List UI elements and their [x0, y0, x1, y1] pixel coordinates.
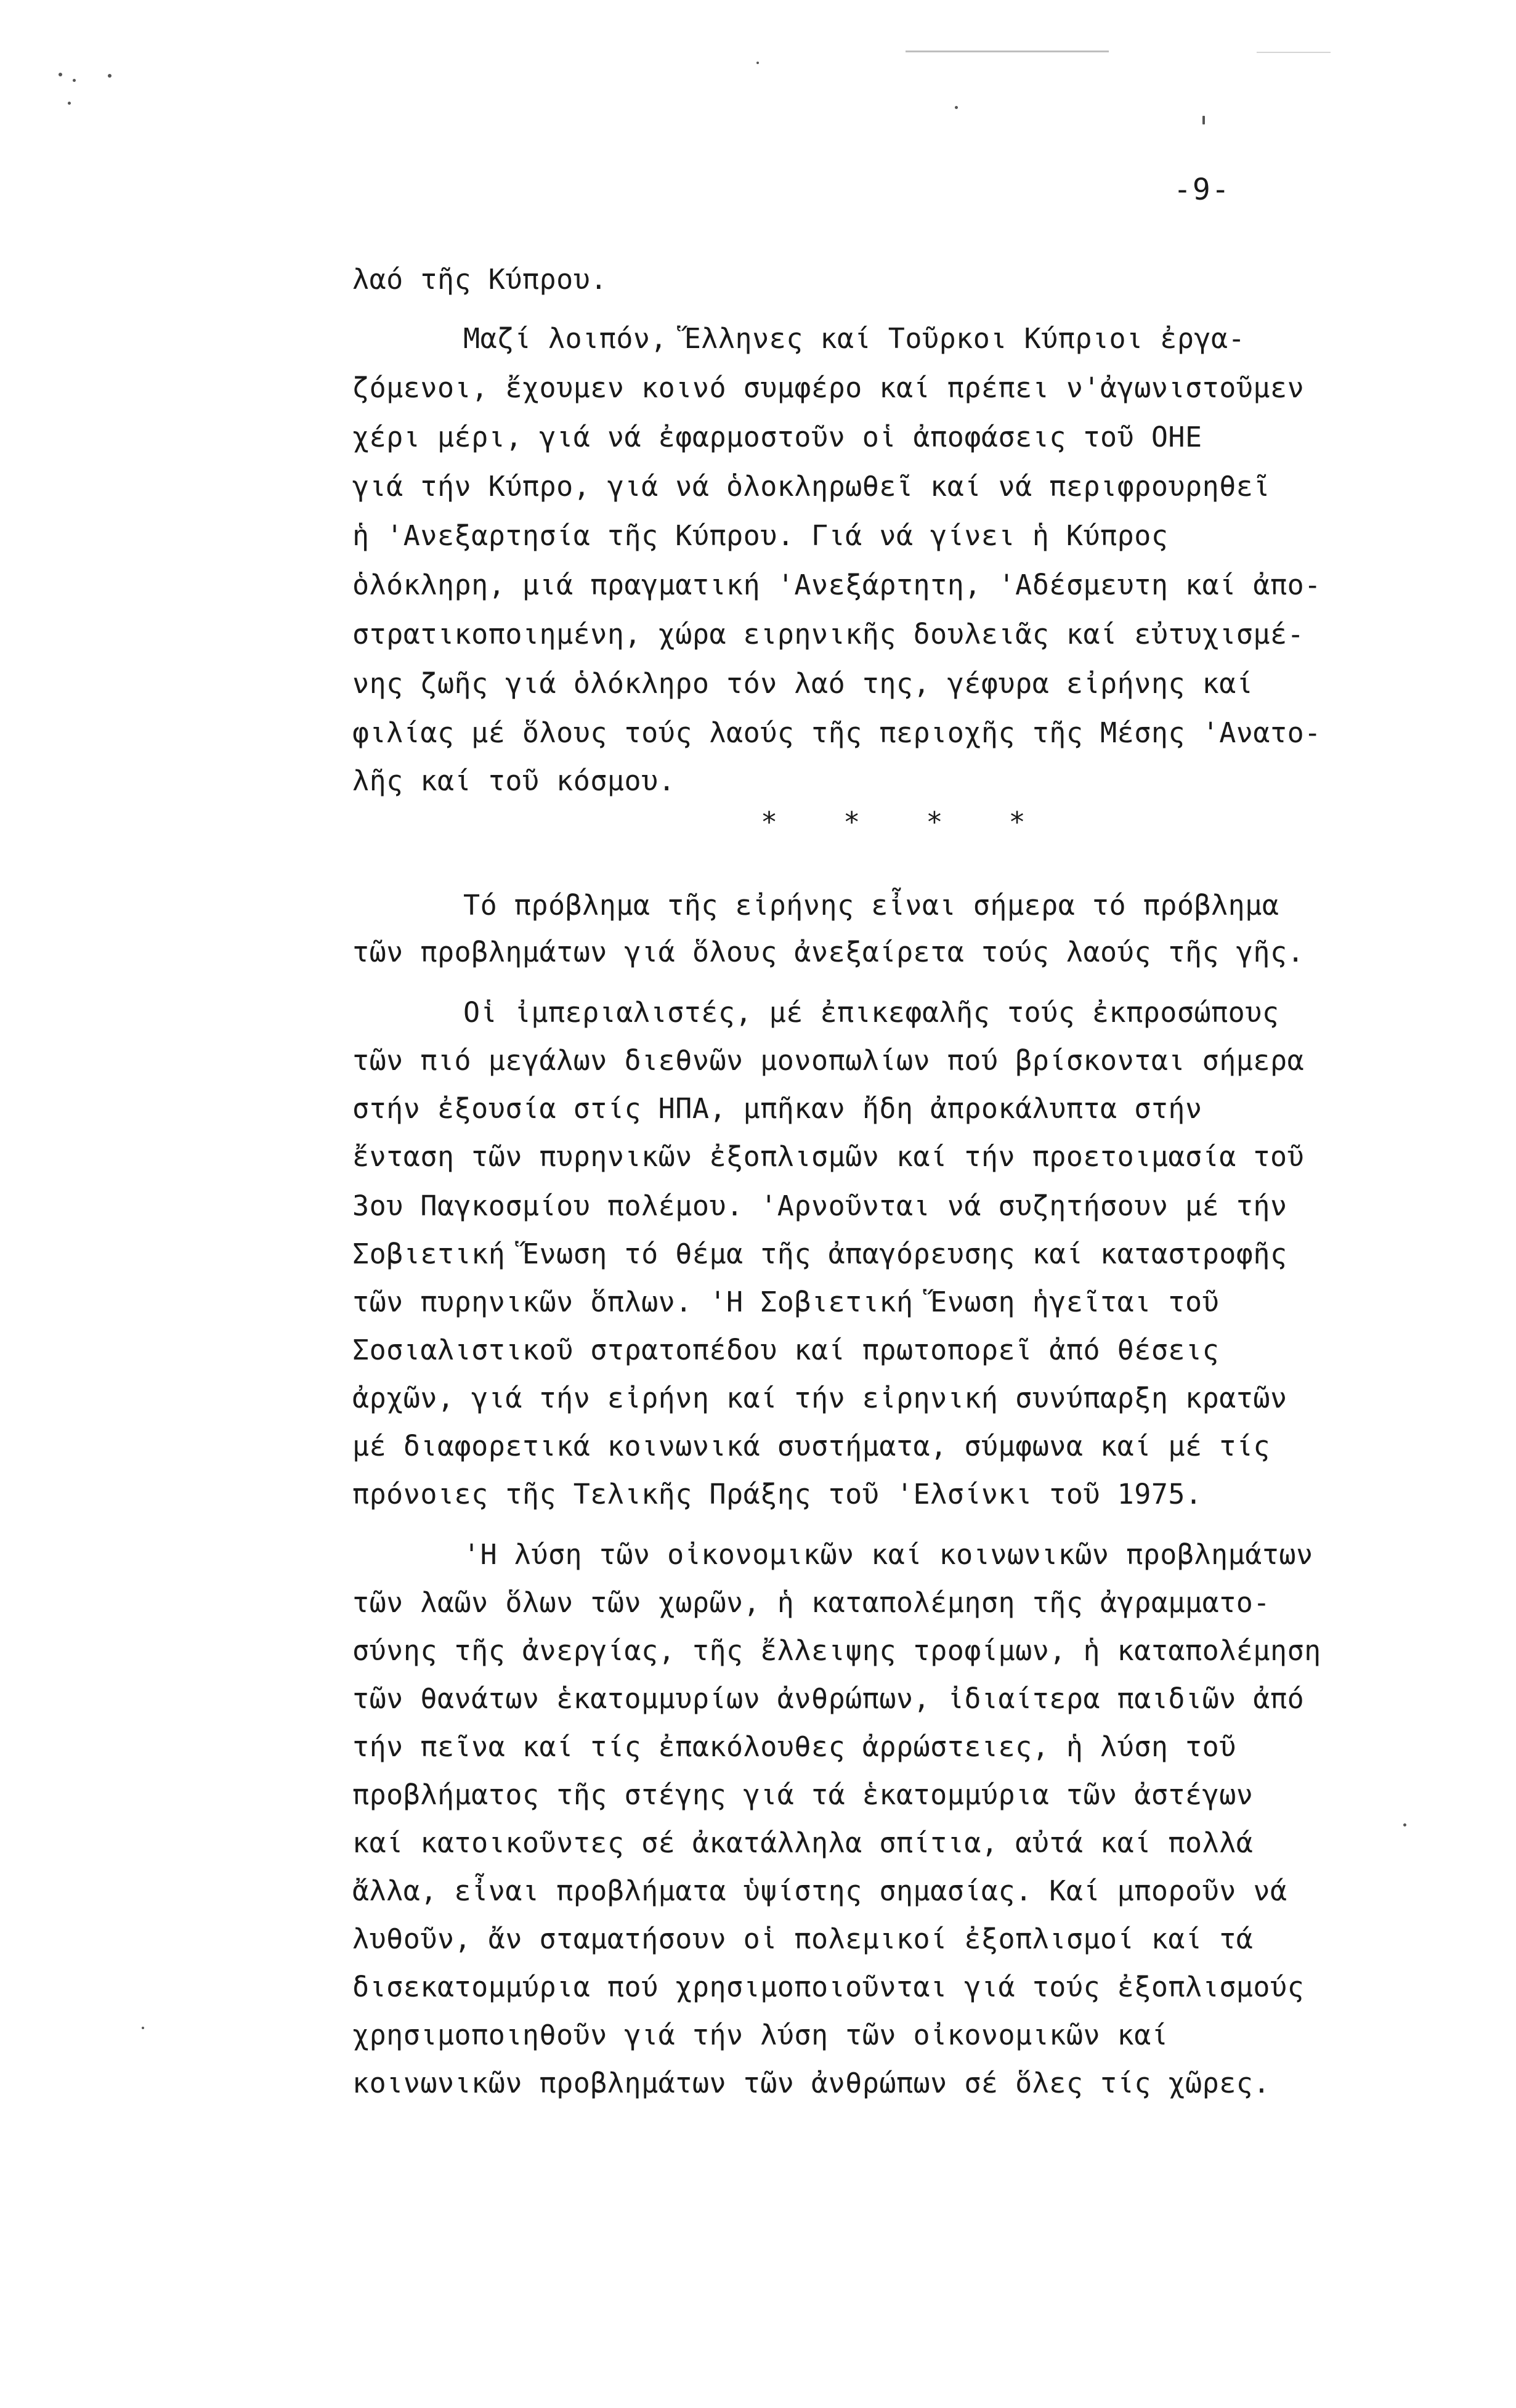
text-line: ἡ 'Ανεξαρτησία τῆς Κύπρου. Γιά νά γίνει ἡ Κύπρος	[352, 519, 1169, 552]
text-line: τῶν πιό μεγάλων διεθνῶν μονοπωλίων πού βρίσκονται σήμερα	[352, 1044, 1305, 1077]
text-line: ἄλλα, εἶναι προβλήματα ὑψίστης σημασίας. Καί μποροῦν νά	[352, 1875, 1287, 1907]
text-line: Τό πρόβλημα τῆς εἰρήνης εἶναι σήμερα τό πρόβλημα	[463, 889, 1279, 922]
text-line: δισεκατομμύρια πού χρησιμοποιοῦνται γιά τούς ἐξοπλισμούς	[352, 1971, 1305, 2003]
text-line: καί κατοικοῦντες σέ ἀκατάλληλα σπίτια, αὐτά καί πολλά	[352, 1826, 1254, 1859]
scan-speck	[756, 62, 759, 64]
text-line: τῶν προβλημάτων γιά ὅλους ἀνεξαίρετα τούς λαούς τῆς γῆς.	[352, 936, 1305, 968]
text-line: νης ζωῆς γιά ὁλόκληρο τόν λαό της, γέφυρα εἰρήνης καί	[352, 667, 1254, 700]
text-line: τήν πεῖνα καί τίς ἐπακόλουθες ἀρρώστειες, ἡ λύση τοῦ	[352, 1730, 1236, 1763]
text-line: στρατικοποιημένη, χώρα ειρηνικῆς δουλειᾶς καί εὐτυχισμέ-	[352, 618, 1305, 651]
scan-speck	[68, 102, 71, 105]
text-line: ζόμενοι, ἔχουμεν κοινό συμφέρο καί πρέπει ν'ἀγωνιστοῦμεν	[352, 371, 1305, 404]
text-line: Μαζί λοιπόν, Ἕλληνες καί Τοῦρκοι Κύπριοι ἐργα-	[463, 322, 1246, 355]
text-line: σύνης τῆς ἀνεργίας, τῆς ἔλλειψης τροφίμων, ἡ καταπολέμηση	[352, 1634, 1321, 1667]
text-line: ἀρχῶν, γιά τήν εἰρήνη καί τήν εἰρηνική συνύπαρξη κρατῶν	[352, 1382, 1287, 1414]
text-line: χέρι μέρι, γιά νά ἐφαρμοστοῦν οἱ ἀποφάσεις τοῦ ΟΗΕ	[352, 421, 1202, 453]
scan-speck	[1202, 116, 1205, 124]
scan-speck	[59, 73, 62, 76]
section-separator: * * * *	[761, 806, 1050, 838]
text-line: Σοσιαλιστικοῦ στρατοπέδου καί πρωτοπορεῖ ἀπό θέσεις	[352, 1334, 1220, 1366]
text-line: φιλίας μέ ὅλους τούς λαούς τῆς περιοχῆς τῆς Μέσης 'Ανατο-	[352, 716, 1321, 749]
text-line: στήν ἐξουσία στίς ΗΠΑ, μπῆκαν ἤδη ἀπροκάλυπτα στήν	[352, 1092, 1202, 1125]
scan-speck	[955, 106, 958, 109]
text-line: τῶν πυρηνικῶν ὅπλων. 'Η Σοβιετική Ἕνωση ἡγεῖται τοῦ	[352, 1286, 1220, 1318]
text-line: μέ διαφορετικά κοινωνικά συστήματα, σύμφωνα καί μέ τίς	[352, 1430, 1270, 1462]
text-line: λῆς καί τοῦ κόσμου.	[352, 764, 676, 797]
text-line: Σοβιετική Ἕνωση τό θέμα τῆς ἀπαγόρευσης καί καταστροφῆς	[352, 1238, 1287, 1270]
scan-speck	[108, 74, 111, 78]
text-line: 3ου Παγκοσμίου πολέμου. 'Αρνοῦνται νά συζητήσουν μέ τήν	[352, 1190, 1287, 1222]
text-line: τῶν λαῶν ὅλων τῶν χωρῶν, ἡ καταπολέμηση τῆς ἀγραμματο-	[352, 1586, 1270, 1619]
text-line: λυθοῦν, ἄν σταματήσουν οἱ πολεμικοί ἐξοπλισμοί καί τά	[352, 1923, 1254, 1955]
scan-speck	[73, 79, 76, 82]
text-line: κοινωνικῶν προβλημάτων τῶν ἀνθρώπων σέ ὅλες τίς χῶρες.	[352, 2067, 1270, 2099]
text-line: Οἱ ἰμπεριαλιστές, μέ ἐπικεφαλῆς τούς ἐκπροσώπους	[463, 996, 1279, 1029]
scan-speck	[1403, 1823, 1406, 1826]
text-line: τῶν θανάτων ἑκατομμυρίων ἀνθρώπων, ἰδιαίτερα παιδιῶν ἀπό	[352, 1682, 1305, 1715]
text-line: λαό τῆς Κύπρου.	[352, 263, 607, 296]
page-number: -9-	[1173, 172, 1231, 207]
text-line: ὁλόκληρη, μιά πραγματική 'Ανεξάρτητη, 'Αδέσμευτη καί ἀπο-	[352, 569, 1321, 601]
scan-streak	[906, 51, 1109, 52]
text-line: προβλήματος τῆς στέγης γιά τά ἑκατομμύρια τῶν ἀστέγων	[352, 1778, 1254, 1811]
text-line: πρόνοιες τῆς Τελικῆς Πράξης τοῦ 'Ελσίνκι τοῦ 1975.	[352, 1478, 1202, 1510]
text-line: χρησιμοποιηθοῦν γιά τήν λύση τῶν οἰκονομικῶν καί	[352, 2019, 1169, 2051]
scan-streak	[1257, 52, 1331, 53]
text-line: ἔνταση τῶν πυρηνικῶν ἐξοπλισμῶν καί τήν προετοιμασία τοῦ	[352, 1140, 1305, 1173]
text-line: 'Η λύση τῶν οἰκονομικῶν καί κοινωνικῶν προβλημάτων	[463, 1538, 1313, 1571]
text-line: γιά τήν Κύπρο, γιά νά ὁλοκληρωθεῖ καί νά περιφρουρηθεῖ	[352, 470, 1270, 503]
scan-speck	[142, 2027, 144, 2029]
